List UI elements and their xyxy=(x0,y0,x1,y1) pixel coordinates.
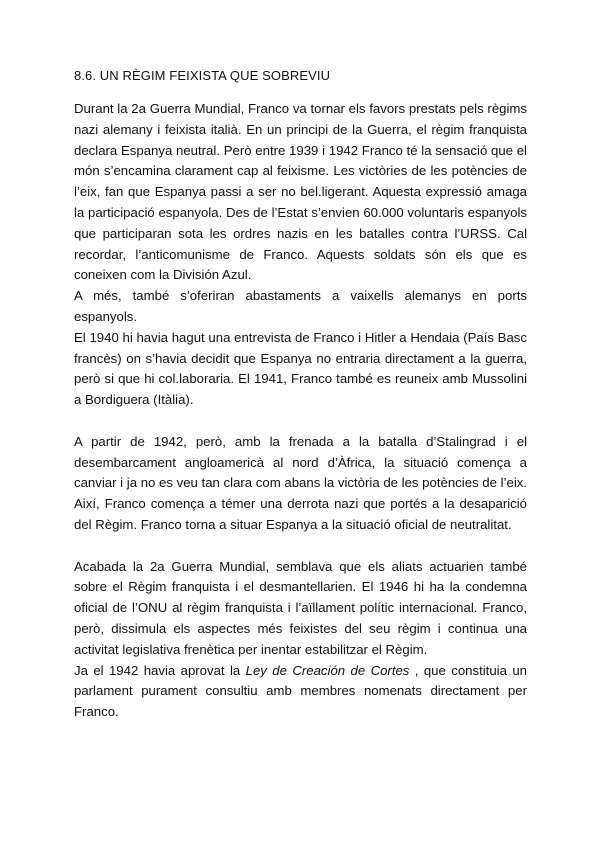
paragraph-stalingrad: A partir de 1942, però, amb la frenada a la batalla d’Stalingrad i el desembarcament angloamericà al nord d’Àfrica, la situació comença a canviar i ja no es veu tan clara com abans la victòria de les potències de l’eix. Així, Franco comença a témer una derrota nazi que portés a la desaparició del Règim. Franco torna a situar Espanya a la situació oficial de neutralitat. xyxy=(74,433,528,532)
cortes-law-title: Ley de Creación de Cortes xyxy=(245,662,410,678)
section-heading: 8.6. UN RÈGIM FEIXISTA QUE SOBREVIU xyxy=(74,68,331,83)
paragraph-division-azul: Durant la 2a Guerra Mundial, Franco va tornar els favors prestats pels règims nazi alemany i feixista italià. En un principi de la Guerra, el règim franquista declara Espanya neutral. Però entre 1939 i 1942 Franco té la sensació que el món s’encamina clarament cap al feixisme. Les victòries de les potències de l’eix, fan que Espanya passi a ser no bel.ligerant. Aquesta expressió amaga la participació espanyola. Des de l’Estat s’envien 60.000 voluntaris espanyols que participaran sota les ordres nazis en les batalles contra l’URSS. Cal recordar, l’anticomunisme de Franco. Aquests soldats són els que es coneixen com la División Azul. xyxy=(74,101,527,283)
paragraph-hendaia: El 1940 hi havia hagut una entrevista de Franco i Hitler a Hendaia (País Basc francès) on s’havia decidit que Espanya no entraria directament a la guerra, però si que hi col.laboraria. El 1941, Franco també es reuneix amb Mussolini a Bordiguera (Itàlia). xyxy=(74,329,527,408)
paragraph-abastaments: A més, també s’oferiran abastaments a vaixells alemanys en ports espanyols. xyxy=(74,288,527,324)
paragraph-postguerra: Acabada la 2a Guerra Mundial, semblava que els aliats actuarien també sobre el Règim franquista i el desmantellarien. El 1946 hi ha la condemna oficial de l’ONU al règim franquista i l’aïllament polític internacional. Franco, però, dissimula els aspectes més feixistes del seu règim i continua una activitat legislativa frenètica per inentar estabilitzar el Règim. xyxy=(74,558,527,657)
document-page xyxy=(74,68,527,723)
cortes-text-before: Ja el 1942 havia aprovat la xyxy=(74,662,246,678)
paragraph-spacer xyxy=(74,411,527,432)
paragraph-cortes xyxy=(74,661,527,723)
paragraph-spacer xyxy=(74,536,527,557)
cortes-text-after: , que constituia un parlament purament consultiu amb membres nomenats directament per Franco. xyxy=(74,662,528,720)
